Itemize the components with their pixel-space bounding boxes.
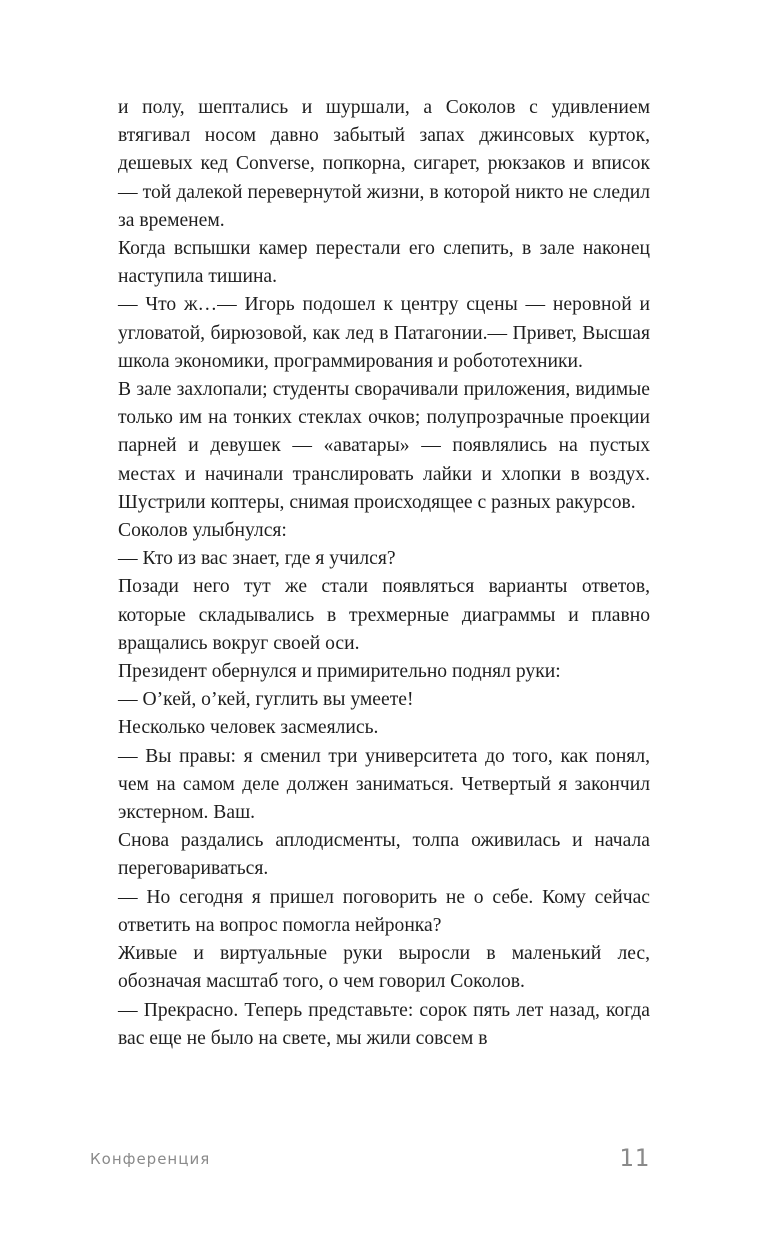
book-page-body	[118, 94, 650, 1053]
paragraph-5: Соколов улыбнулся:	[118, 520, 287, 542]
paragraph-8: Президент обернулся и примирительно поднял руки:	[118, 661, 561, 683]
paragraph-10: Несколько человек засмеялись.	[118, 717, 379, 739]
paragraph-12: Снова раздались аплодисменты, толпа оживилась и начала переговариваться.	[118, 830, 650, 880]
page-footer	[90, 1142, 650, 1172]
paragraph-11: — Вы правы: я сменил три университета до того, как понял, чем на самом деле должен заниматься. Четвертый я закончил экстерном. Ваш.	[118, 745, 650, 824]
paragraph-13: — Но сегодня я пришел поговорить не о себе. Кому сейчас ответить на вопрос помогла нейронка?	[118, 886, 650, 936]
paragraph-9: — О’кей, о’кей, гуглить вы умеете!	[118, 689, 414, 711]
paragraph-7: Позади него тут же стали появляться варианты ответов, которые складывались в трехмерные диаграммы и плавно вращались вокруг своей оси.	[118, 576, 650, 654]
paragraph-6: — Кто из вас знает, где я учился?	[118, 548, 396, 570]
paragraph-1: и полу, шептались и шуршали, а Соколов с удивлением втягивал носом давно забытый запах джинсовых курток, дешевых кед Converse, попкорна, сигарет, рюкзаков и вписок — той далекой перевернутой жизни, в которой никто не следил за временем.	[118, 97, 650, 231]
paragraph-4: В зале захлопали; студенты сворачивали приложения, видимые только им на тонких стеклах очков; полупрозрачные проекции парней и девушек — «аватары» — появлялись на пустых местах и начинали транслировать лайки и хлопки в воздух. Шустрили коптеры, снимая происходящее с разных ракурсов.	[118, 379, 650, 513]
paragraph-3: — Что ж…— Игорь подошел к центру сцены — неровной и угловатой, бирюзовой, как лед в Патагонии.— Привет, Высшая школа экономики, программирования и робототехники.	[118, 294, 650, 372]
paragraph-14: Живые и виртуальные руки выросли в маленький лес, обозначая масштаб того, о чем говорил Соколов.	[118, 943, 650, 993]
running-footer-title: Конференция	[90, 1150, 211, 1168]
page-number: 11	[619, 1144, 650, 1172]
paragraph-15: — Прекрасно. Теперь представьте: сорок пять лет назад, когда вас еще не было на свете, мы жили совсем в	[118, 999, 650, 1049]
paragraph-2: Когда вспышки камер перестали его слепить, в зале наконец наступила тишина.	[118, 238, 650, 288]
